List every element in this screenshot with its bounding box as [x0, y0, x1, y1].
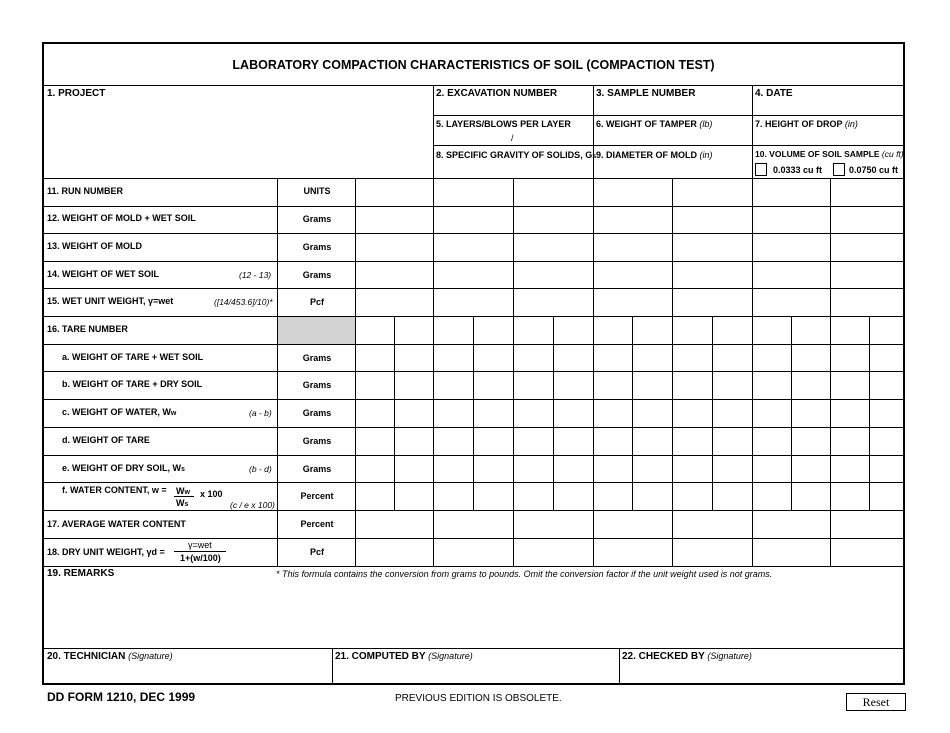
sample-number-field[interactable]: [593, 85, 752, 115]
project-label: 1. PROJECT: [47, 88, 106, 99]
tare-weight-label: d. WEIGHT OF TARE: [62, 435, 150, 445]
tare-weight-unit: Grams: [302, 436, 332, 446]
water-weight-unit: Grams: [302, 408, 332, 418]
form-number: DD FORM 1210, DEC 1999: [47, 690, 196, 704]
mold-weight-unit: Grams: [302, 242, 332, 252]
volume-field: [752, 145, 903, 178]
date-label: 4. DATE: [755, 88, 793, 99]
tare-units-shaded: [278, 317, 355, 344]
gravity-label: 8. SPECIFIC GRAVITY OF SOLIDS, Gs: [436, 150, 597, 160]
water-content-multiplier: x 100: [200, 489, 223, 499]
layers-separator: /: [511, 133, 514, 143]
layers-label: 5. LAYERS/BLOWS PER LAYER: [436, 119, 571, 129]
volume-0750-label: 0.0750 cu ft: [849, 165, 899, 175]
layers-field[interactable]: [433, 115, 593, 145]
computed-by-label: 21. COMPUTED BY (Signature): [335, 651, 473, 662]
dry-unit-weight-label: 18. DRY UNIT WEIGHT, γd =: [47, 547, 165, 557]
date-field[interactable]: [752, 85, 903, 115]
technician-signature-field[interactable]: [44, 648, 332, 683]
tare-dry-soil-label: b. WEIGHT OF TARE + DRY SOIL: [62, 379, 203, 389]
dry-soil-label: e. WEIGHT OF DRY SOIL, Ws: [62, 463, 185, 473]
mold-diameter-label: 9. DIAMETER OF MOLD (in): [596, 150, 713, 160]
form-title: LABORATORY COMPACTION CHARACTERISTICS OF SOIL (COMPACTION TEST): [232, 58, 715, 72]
volume-0333-label: 0.0333 cu ft: [773, 165, 823, 175]
units-header: UNITS: [303, 186, 331, 196]
sample-number-label: 3. SAMPLE NUMBER: [596, 88, 696, 99]
obsolete-note: PREVIOUS EDITION IS OBSOLETE.: [395, 693, 562, 704]
water-weight-label: c. WEIGHT OF WATER, Ww: [62, 407, 177, 417]
form-frame: [42, 42, 905, 685]
avg-water-content-unit: Percent: [300, 519, 334, 529]
avg-water-content-label: 17. AVERAGE WATER CONTENT: [47, 519, 186, 529]
water-content-label: f. WATER CONTENT, w =: [62, 485, 167, 495]
tare-number-label: 16. TARE NUMBER: [47, 324, 128, 334]
excavation-label: 2. EXCAVATION NUMBER: [436, 88, 558, 99]
mold-wet-soil-label: 12. WEIGHT OF MOLD + WET SOIL: [47, 213, 196, 223]
water-content-formula: (c / e x 100): [230, 500, 275, 510]
reset-button[interactable]: Reset: [846, 693, 906, 711]
dry-soil-formula: (b - d): [249, 464, 272, 474]
volume-0750-checkbox[interactable]: [833, 163, 845, 176]
wet-unit-weight-unit: Pcf: [309, 297, 324, 307]
water-weight-formula: (a - b): [249, 408, 272, 418]
mold-diameter-field[interactable]: [593, 145, 752, 178]
water-content-unit: Percent: [300, 491, 334, 501]
water-content-denominator: Ws: [176, 498, 189, 508]
mold-wet-soil-unit: Grams: [302, 214, 332, 224]
drop-label: 7. HEIGHT OF DROP (in): [755, 119, 858, 129]
water-content-numerator: Ww: [176, 486, 190, 496]
dry-unit-weight-unit: Pcf: [309, 547, 324, 557]
run-number-label: 11. RUN NUMBER: [47, 186, 124, 196]
mold-weight-label: 13. WEIGHT OF MOLD: [47, 241, 143, 251]
dry-soil-unit: Grams: [302, 464, 332, 474]
wet-unit-weight-formula: ([14/453.6]/10)*: [214, 297, 273, 307]
tamper-label: 6. WEIGHT OF TAMPER (lb): [596, 119, 713, 129]
remarks-label: 19. REMARKS: [47, 568, 115, 579]
wet-soil-label: 14. WEIGHT OF WET SOIL: [47, 269, 160, 279]
footnote-text: * This formula contains the conversion from grams to pounds. Omit the conversion factor if the unit weight used is not grams.: [276, 569, 773, 579]
drop-field[interactable]: [752, 115, 903, 145]
wet-unit-weight-label: 15. WET UNIT WEIGHT, γ=wet: [47, 296, 174, 306]
checked-by-signature-field[interactable]: [619, 648, 903, 683]
dry-unit-weight-numerator: γ=wet: [188, 540, 212, 550]
volume-label: 10. VOLUME OF SOIL SAMPLE (cu ft): [755, 149, 904, 159]
wet-soil-unit: Grams: [302, 270, 332, 280]
dry-unit-weight-denominator: 1+(w/100): [180, 553, 221, 563]
wet-soil-formula: (12 - 13): [239, 270, 272, 280]
gravity-field[interactable]: [433, 145, 597, 178]
computed-by-signature-field[interactable]: [332, 648, 619, 683]
technician-label: 20. TECHNICIAN (Signature): [47, 651, 173, 662]
tamper-field[interactable]: [593, 115, 752, 145]
volume-0333-checkbox[interactable]: [755, 163, 767, 176]
excavation-field[interactable]: [433, 85, 593, 115]
checked-by-label: 22. CHECKED BY (Signature): [622, 651, 752, 662]
project-field[interactable]: [44, 85, 433, 178]
tare-wet-soil-unit: Grams: [302, 353, 332, 363]
tare-dry-soil-unit: Grams: [302, 380, 332, 390]
tare-wet-soil-label: a. WEIGHT OF TARE + WET SOIL: [62, 352, 204, 362]
remarks-field[interactable]: [44, 566, 903, 648]
